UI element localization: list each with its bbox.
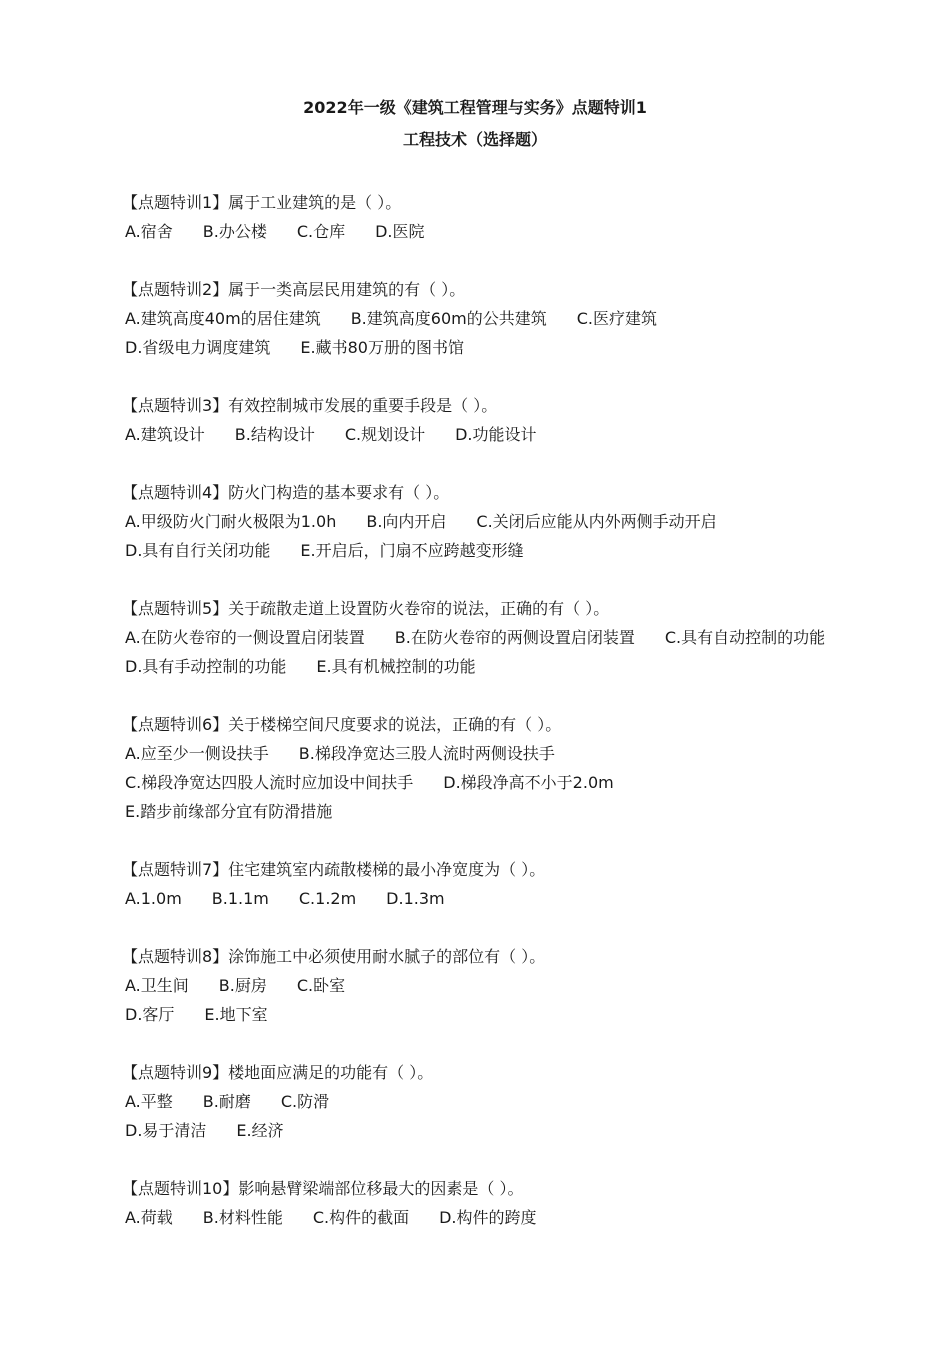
- question-item: [122, 275, 950, 362]
- option-row: [125, 536, 950, 565]
- option-row: [125, 768, 950, 797]
- option-row: [125, 971, 950, 1000]
- option-row: [125, 884, 950, 913]
- answer-option: D.医院: [375, 222, 425, 241]
- answer-option: C.防滑: [280, 1092, 330, 1111]
- answer-option: C.仓库: [296, 222, 346, 241]
- answer-option: C.卧室: [296, 976, 346, 995]
- answer-option: E.经济: [236, 1121, 284, 1140]
- option-row: [125, 1116, 950, 1145]
- answer-option: E.藏书80万册的图书馆: [300, 338, 464, 357]
- answer-option: E.开启后，门扇不应跨越变形缝: [300, 541, 524, 560]
- option-row: [125, 623, 950, 652]
- answer-option: A.甲级防火门耐火极限为1.0h: [125, 512, 337, 531]
- question-stem: 【点题特训6】关于楼梯空间尺度要求的说法，正确的有（ ）。: [122, 715, 562, 734]
- question-stem: 【点题特训7】住宅建筑室内疏散楼梯的最小净宽度为（ ）。: [122, 860, 546, 879]
- answer-option: D.具有自行关闭功能: [125, 541, 271, 560]
- question-item: [122, 1174, 950, 1232]
- question-stem: 【点题特训2】属于一类高层民用建筑的有（ ）。: [122, 280, 466, 299]
- answer-option: C.构件的截面: [312, 1208, 410, 1227]
- title-line-2: 工程技术（选择题）: [402, 130, 547, 149]
- answer-option: D.1.3m: [386, 889, 445, 908]
- answer-option: B.办公楼: [202, 222, 267, 241]
- question-stem: 【点题特训3】有效控制城市发展的重要手段是（ ）。: [122, 396, 498, 415]
- answer-option: D.梯段净高不小于2.0m: [443, 773, 614, 792]
- question-item: [122, 188, 950, 246]
- option-row: [125, 739, 950, 768]
- option-row: [125, 1203, 950, 1232]
- answer-option: B.建筑高度60m的公共建筑: [350, 309, 547, 328]
- answer-option: E.地下室: [204, 1005, 268, 1024]
- option-row: [125, 507, 950, 536]
- answer-option: E.踏步前缘部分宜有防滑措施: [125, 802, 333, 821]
- question-stem: 【点题特训1】属于工业建筑的是（ ）。: [122, 193, 402, 212]
- question-list: [122, 188, 950, 1232]
- answer-option: B.材料性能: [202, 1208, 283, 1227]
- answer-option: A.建筑设计: [125, 425, 205, 444]
- answer-option: B.1.1m: [211, 889, 269, 908]
- option-row: [125, 1000, 950, 1029]
- document-title: [125, 92, 825, 156]
- question-stem: 【点题特训4】防火门构造的基本要求有（ ）。: [122, 483, 450, 502]
- answer-option: D.具有手动控制的功能: [125, 657, 287, 676]
- answer-option: C.梯段净宽达四股人流时应加设中间扶手: [125, 773, 414, 792]
- answer-option: C.关闭后应能从内外两侧手动开启: [476, 512, 717, 531]
- answer-option: A.建筑高度40m的居住建筑: [125, 309, 321, 328]
- answer-option: A.卫生间: [125, 976, 189, 995]
- answer-option: D.构件的跨度: [439, 1208, 537, 1227]
- answer-option: A.1.0m: [125, 889, 182, 908]
- option-row: [125, 304, 950, 333]
- question-stem: 【点题特训9】楼地面应满足的功能有（ ）。: [122, 1063, 434, 1082]
- answer-option: B.梯段净宽达三股人流时两侧设扶手: [298, 744, 555, 763]
- answer-option: D.易于清洁: [125, 1121, 207, 1140]
- answer-option: D.客厅: [125, 1005, 175, 1024]
- answer-option: E.具有机械控制的功能: [316, 657, 476, 676]
- question-item: [122, 594, 950, 681]
- answer-option: B.耐磨: [202, 1092, 251, 1111]
- question-item: [122, 710, 950, 826]
- question-stem: 【点题特训5】关于疏散走道上设置防火卷帘的说法，正确的有（ ）。: [122, 599, 610, 618]
- answer-option: A.在防火卷帘的一侧设置启闭装置: [125, 628, 365, 647]
- title-line-1: 2022年一级《建筑工程管理与实务》点题特训1: [303, 98, 647, 117]
- answer-option: A.宿舍: [125, 222, 173, 241]
- option-row: [125, 333, 950, 362]
- question-item: [122, 1058, 950, 1145]
- answer-option: C.具有自动控制的功能: [664, 628, 826, 647]
- question-stem: 【点题特训10】影响悬臂梁端部位移最大的因素是（ ）。: [122, 1179, 524, 1198]
- question-item: [122, 478, 950, 565]
- answer-option: C.规划设计: [344, 425, 426, 444]
- question-stem: 【点题特训8】涂饰施工中必须使用耐水腻子的部位有（ ）。: [122, 947, 546, 966]
- option-row: [125, 217, 950, 246]
- question-item: [122, 942, 950, 1029]
- option-row: [125, 797, 950, 826]
- answer-option: B.结构设计: [234, 425, 315, 444]
- answer-option: A.应至少一侧设扶手: [125, 744, 269, 763]
- answer-option: A.荷载: [125, 1208, 173, 1227]
- answer-option: B.厨房: [218, 976, 267, 995]
- option-row: [125, 420, 950, 449]
- answer-option: C.医疗建筑: [576, 309, 657, 328]
- question-item: [122, 391, 950, 449]
- option-row: [125, 1087, 950, 1116]
- answer-option: D.功能设计: [455, 425, 537, 444]
- answer-option: A.平整: [125, 1092, 173, 1111]
- option-row: [125, 652, 950, 681]
- answer-option: B.向内开启: [366, 512, 447, 531]
- answer-option: B.在防火卷帘的两侧设置启闭装置: [394, 628, 635, 647]
- answer-option: C.1.2m: [298, 889, 357, 908]
- question-item: [122, 855, 950, 913]
- answer-option: D.省级电力调度建筑: [125, 338, 271, 357]
